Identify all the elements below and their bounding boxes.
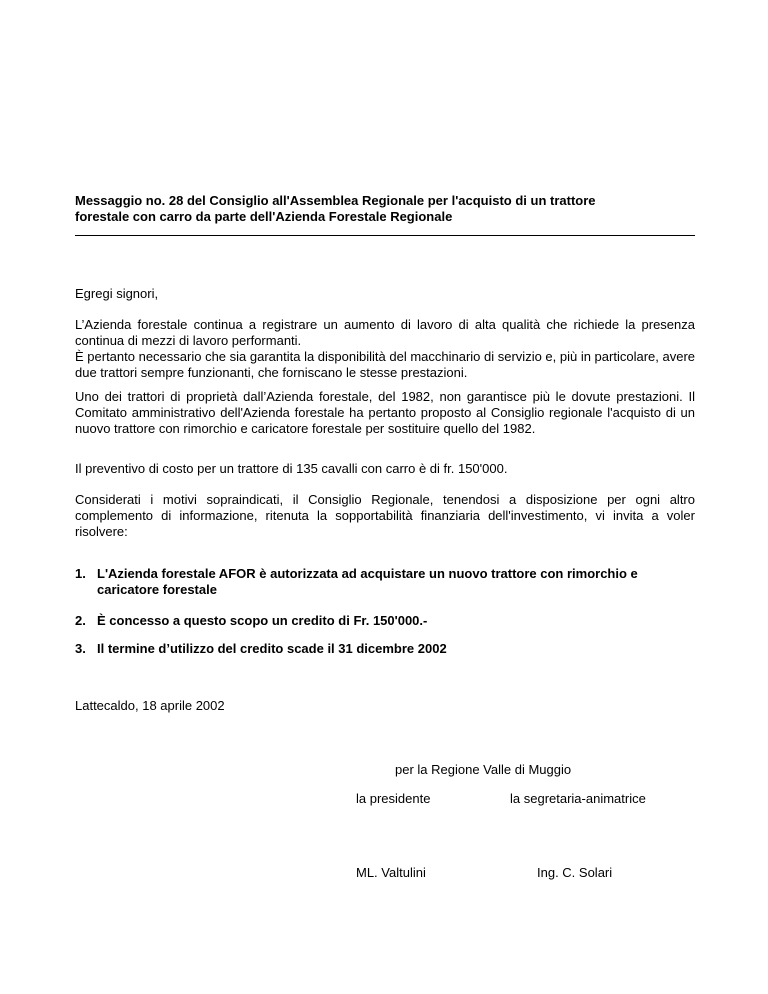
greeting: Egregi signori, [75,286,159,301]
paragraph-4: Considerati i motivi sopraindicati, il Consiglio Regionale, tenendosi a disposizione per ogni altro complemento di informazione, ritenuta la sopportabilità finanziaria dell'investimento, vi invita a voler risolvere: [75,492,695,539]
title-line-2: forestale con carro da parte dell'Azienda Forestale Regionale [75,209,453,224]
document-title [75,193,695,225]
signature-name-president: ML. Valtulini [356,865,426,880]
place-date: Lattecaldo, 18 aprile 2002 [75,698,225,713]
resolution-text: Il termine d’utilizzo del credito scade il 31 dicembre 2002 [97,641,447,656]
resolution-text: L'Azienda forestale AFOR è autorizzata ad acquistare un nuovo trattore con rimorchio e caricatore forestale [97,566,638,597]
resolution-number: 2. [75,613,86,628]
paragraph-1b: È pertanto necessario che sia garantita la disponibilità del macchinario di servizio e, più in particolare, avere due trattori sempre funzionanti, che forniscano le stesse prestazioni. [75,349,696,380]
resolution-number: 3. [75,641,86,656]
signature-org: per la Regione Valle di Muggio [395,762,572,777]
paragraph-1a: L’Azienda forestale continua a registrare un aumento di lavoro di alta qualità che richiede la presenza continua di mezzi di lavoro performanti. [75,317,695,348]
paragraph-2: Uno dei trattori di proprietà dall’Azienda forestale, del 1982, non garantisce più le dovute prestazioni. Il Comitato amministrativo dell'Azienda forestale ha pertanto proposto al Consiglio regionale l'acquisto di un nuovo trattore con rimorchio e caricatore forestale per sostituire quello del 1982. [75,389,695,436]
resolution-number: 1. [75,566,86,581]
signature-role-president: la presidente [356,791,431,806]
signature-name-secretary: Ing. C. Solari [537,865,613,880]
paragraph-3: Il preventivo di costo per un trattore di 135 cavalli con carro è di fr. 150'000. [75,461,508,476]
title-line-1: Messaggio no. 28 del Consiglio all'Assemblea Regionale per l'acquisto di un trattore [75,193,596,208]
signature-role-secretary: la segretaria-animatrice [510,791,646,806]
document-page [75,0,695,994]
resolution-text: È concesso a questo scopo un credito di Fr. 150'000.- [97,613,428,628]
title-divider [75,235,695,236]
